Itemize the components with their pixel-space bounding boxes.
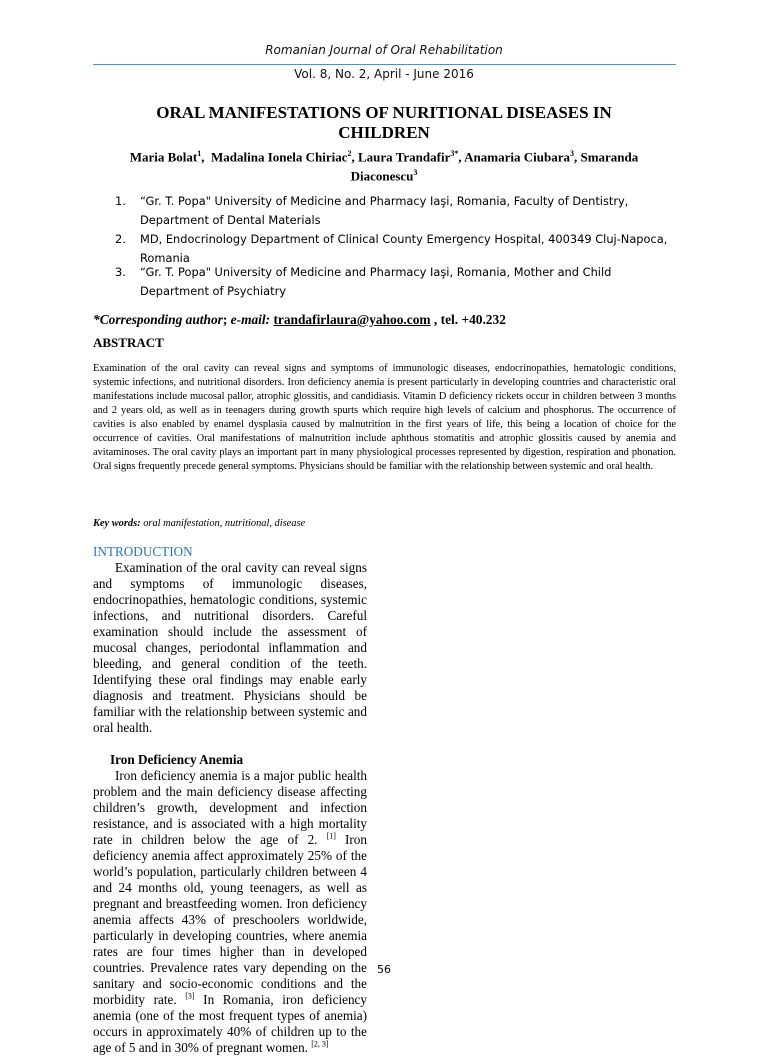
author-list: Maria Bolat$^1$, Madalina Ionela Chiriac$^2$, Laura Trandafir$^{3*}$, Anamaria Ciubara$^3$, Smaranda Diaconescu$^3$ xyxy=(129,149,639,184)
section-heading-introduction: INTRODUCTION xyxy=(93,544,193,559)
author-name: Smaranda Diaconescu xyxy=(350,149,639,184)
affiliation-text: MD, Endocrinology Department of Clinical County Emergency Hospital, 400349 Cluj-Napoca, Romania xyxy=(140,232,668,265)
affiliation-item xyxy=(115,192,675,230)
abstract-text: Examination of the oral cavity can reveal signs and symptoms of immunologic diseases, endocrinopathies, hematologic conditions, systemic infections, and nutritional disorders. Iron deficiency anemia is present particularly in developing countries and characteristic oral manifestations include mucosal pallor, atrophic glossitis, and candidiasis. Vitamin D deficiency rickets occur in children between 3 months and 2 years old, as well as in teenagers during growth spurts which require high levels of calcium and phosphorus. The occurrence of cavities is also enabled by enamel dysplasia caused by malnutrition in the first years of life, this being a location of choice for the occurrence of cavities. Oral manifestations of malnutrition include aphthous stomatitis and atrophic glossitis caused by anemia and avitaminoses. The oral cavity plays an important part in many physiological processes represented by digestion, respiration and phonation. Oral signs frequently precede general symptoms. Physicians should be familiar with the relationship between systemic and oral health. xyxy=(93,363,676,472)
affiliation-number: 2. xyxy=(115,232,126,246)
header-rule xyxy=(93,64,676,65)
intro-paragraph: Examination of the oral cavity can reveal signs and symptoms of immunologic diseases, endocrinopathies, hematologic conditions, systemic infections, and nutritional disorders. Careful examination should include the assessment of mucosal changes, periodontal inflammation and bleeding, and general condition of the teeth. Identifying these oral findings may enable early diagnosis and treatment. Physicians should be familiar with the relationship between systemic and oral health. xyxy=(93,560,367,735)
page-number: 56 xyxy=(377,963,391,976)
corresponding-separator: ; xyxy=(222,312,231,327)
keywords-label: Key words: xyxy=(93,518,141,529)
telephone: , tel. +40.232 xyxy=(430,312,506,327)
citation-ref: [2, 3] xyxy=(311,1039,329,1049)
abstract-heading: ABSTRACT xyxy=(93,335,164,350)
paper-title: ORAL MANIFESTATIONS OF NURITIONAL DISEASES IN CHILDREN xyxy=(156,103,612,142)
journal-volume: Vol. 8, No. 2, April - June 2016 xyxy=(294,67,474,81)
author-name: Maria Bolat xyxy=(129,149,198,165)
author-affil-mark: 3 xyxy=(413,168,418,178)
corresponding-author xyxy=(93,312,676,328)
journal-name: Romanian Journal of Oral Rehabilitation xyxy=(265,43,503,57)
affiliation-text: “Gr. T. Popa" University of Medicine and Pharmacy Iaşi, Romania, Faculty of Dentistry, Department of Dental Materials xyxy=(140,194,629,227)
citation-ref: [1] xyxy=(326,831,336,841)
affiliation-number: 1. xyxy=(115,194,126,208)
keywords-value: oral manifestation, nutritional, disease xyxy=(140,518,306,529)
citation-ref: [3] xyxy=(185,991,195,1001)
email-label: e-mail: xyxy=(230,312,274,327)
author-name: Laura Trandafir xyxy=(358,149,451,165)
keywords xyxy=(93,518,676,529)
author-name: Madalina Ionela Chiriac xyxy=(211,149,348,165)
email-link[interactable]: trandafirlaura@yahoo.com xyxy=(273,312,431,327)
iron-deficiency-paragraph: Iron deficiency anemia is a major public health problem and the main deficiency disease affecting children’s growth, development and infection resistance, and is associated with a high mortality rate in children below the age of 2. [1] Iron deficiency anemia affect approximately 25% of the world’s population, particularly children between 4 and 24 months old, young teenagers, as well as pregnant and breastfeeding women. Iron deficiency anemia affects 43% of preschoolers worldwide, particularly in developing countries, where anemia rates are four times higher than in developed countries. Prevalence rates vary depending on the sanitary and socio-economic conditions and the morbidity rate. [3] In Romania, iron deficiency anemia (one of the most frequent types of anemia) occurs in approximately 40% of children up to the age of 5 and in 30% of pregnant women. [2, 3] xyxy=(93,768,367,1055)
author-name: Anamaria Ciubara xyxy=(464,149,570,165)
left-column xyxy=(93,544,367,1056)
author-affil-mark: 3 xyxy=(569,149,574,158)
corresponding-label: *Corresponding author xyxy=(93,312,223,327)
author-affil-mark: 1 xyxy=(197,149,202,158)
affiliation-text: “Gr. T. Popa" University of Medicine and Pharmacy Iaşi, Romania, Mother and Child Department of Psychiatry xyxy=(140,265,612,298)
author-affil-mark: 2 xyxy=(347,149,352,158)
affiliation-number: 3. xyxy=(115,265,126,279)
affiliation-item xyxy=(115,263,675,301)
subsection-heading-iron-deficiency: Iron Deficiency Anemia xyxy=(110,752,244,767)
author-affil-mark: 3* xyxy=(450,149,459,158)
